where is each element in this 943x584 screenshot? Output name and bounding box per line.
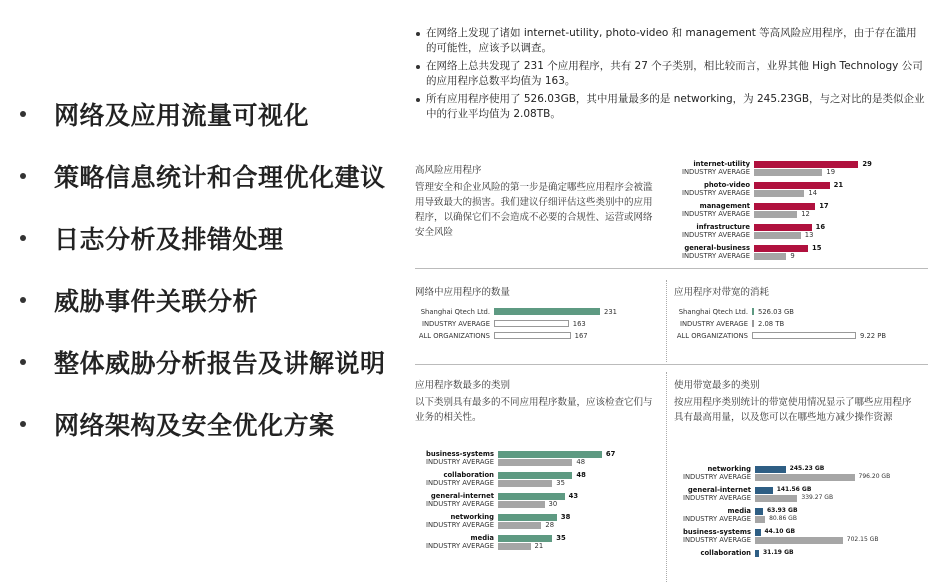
- category-label: general-internet: [430, 492, 494, 500]
- industry-bar: [755, 474, 855, 481]
- industry-bar: [498, 543, 531, 550]
- section-divider: [415, 268, 928, 269]
- category-label: business-systems: [683, 528, 751, 536]
- section-divider: [666, 372, 667, 582]
- risk-value: 29: [862, 160, 872, 168]
- bandwidth-label: ALL ORGANIZATIONS: [676, 332, 748, 340]
- bw-bar: [755, 529, 761, 536]
- industry-bar: [754, 211, 797, 218]
- bullet-dot: [20, 359, 26, 365]
- risk-bar: [754, 224, 812, 231]
- industry-bar: [498, 501, 545, 508]
- industry-value: 702.15 GB: [846, 536, 879, 543]
- category-label: general-internet: [687, 486, 751, 494]
- bullet-dot: [20, 173, 26, 179]
- security-report: [410, 0, 943, 584]
- most-bw-title: 使用带宽最多的类别: [674, 380, 760, 391]
- summary-bullets: [415, 26, 925, 125]
- bw-bar: [755, 487, 773, 494]
- count-bar: [494, 320, 569, 327]
- section-divider: [415, 364, 928, 365]
- industry-label: INDUSTRY AVERAGE: [425, 479, 494, 487]
- summary-bullet: 在网络上发现了诸如 internet-utility, photo-video 和 management 等高风险应用程序，由于存在滥用的可能性，应该予以调查。: [415, 26, 925, 56]
- bandwidth-value: 2.08 TB: [758, 320, 785, 328]
- bandwidth-title: 应用程序对带宽的消耗: [674, 287, 770, 298]
- feature-text: 策略信息统计和合理优化建议: [54, 162, 386, 192]
- bw-bar: [755, 508, 763, 515]
- most-apps-description: 以下类别具有最多的不同应用程序数量，应该检查它们与业务的相关性。: [415, 397, 653, 423]
- high-risk-description: 管理安全和企业风险的第一步是确定哪些应用程序会被滥用导致最大的损害。我们建议仔细评估这些类别中的应用程序，以确保它们不会造成不必要的合规性、运营或网络安全风险: [415, 182, 653, 238]
- bullet-dot: [20, 235, 26, 241]
- category-label: general-business: [684, 244, 750, 252]
- bandwidth-bar: [752, 308, 754, 315]
- industry-bar: [498, 480, 552, 487]
- feature-text: 日志分析及排错处理: [54, 224, 284, 254]
- bw-value: 31.19 GB: [763, 549, 794, 556]
- bandwidth-value: 526.03 GB: [758, 308, 794, 316]
- industry-value: 35: [556, 479, 565, 487]
- apps-value: 38: [560, 513, 571, 521]
- industry-bar: [754, 169, 822, 176]
- section-divider: [666, 280, 667, 362]
- industry-value: 13: [804, 231, 814, 239]
- feature-text: 网络架构及安全优化方案: [54, 410, 335, 440]
- industry-label: INDUSTRY AVERAGE: [681, 210, 750, 218]
- feature-item: [18, 346, 386, 377]
- category-label: collaboration: [443, 471, 494, 479]
- industry-label: INDUSTRY AVERAGE: [681, 252, 750, 260]
- industry-value: 339.27 GB: [801, 494, 834, 501]
- industry-bar: [498, 522, 541, 529]
- feature-item: [18, 284, 386, 315]
- apps-value: 43: [568, 492, 579, 500]
- bandwidth-bar: [752, 332, 856, 339]
- count-value: 167: [574, 332, 588, 340]
- apps-value: 35: [556, 534, 566, 542]
- high-risk-title: 高风险应用程序: [415, 165, 482, 176]
- bw-value: 63.93 GB: [766, 507, 798, 514]
- count-label: Shanghai Qtech Ltd.: [420, 308, 490, 316]
- summary-bullet: 所有应用程序使用了 526.03GB，其中用量最多的是 networking，为 245.23GB，与之对比的是类似企业中的行业平均值为 2.08TB。: [415, 92, 925, 122]
- feature-item: [18, 222, 386, 253]
- bullet-dot: [20, 421, 26, 427]
- risk-value: 17: [819, 202, 829, 210]
- category-label: internet-utility: [693, 160, 750, 168]
- count-value: 231: [604, 308, 617, 316]
- apps-bar: [498, 514, 557, 521]
- risk-value: 15: [812, 244, 822, 252]
- category-label: networking: [450, 513, 494, 521]
- industry-label: INDUSTRY AVERAGE: [682, 515, 751, 523]
- apps-bar: [498, 535, 552, 542]
- risk-bar: [754, 161, 858, 168]
- risk-value: 21: [833, 181, 844, 189]
- apps-bar: [498, 472, 572, 479]
- industry-label: INDUSTRY AVERAGE: [425, 458, 494, 466]
- count-bar: [494, 332, 571, 339]
- industry-bar: [754, 232, 801, 239]
- bandwidth-bar: [752, 320, 754, 327]
- category-label: business-systems: [426, 450, 494, 458]
- category-label: infrastructure: [696, 223, 750, 231]
- count-label: ALL ORGANIZATIONS: [418, 332, 490, 340]
- industry-bar: [755, 516, 765, 523]
- feature-text: 网络及应用流量可视化: [54, 100, 310, 130]
- industry-bar: [498, 459, 572, 466]
- industry-label: INDUSTRY AVERAGE: [425, 542, 494, 550]
- industry-value: 12: [801, 210, 810, 218]
- bw-value: 44.10 GB: [764, 528, 796, 535]
- industry-label: INDUSTRY AVERAGE: [425, 500, 494, 508]
- bandwidth-value: 9.22 PB: [860, 332, 887, 340]
- industry-bar: [754, 253, 786, 260]
- industry-value: 80.86 GB: [769, 515, 797, 522]
- app-count-title: 网络中应用程序的数量: [415, 287, 511, 298]
- most-apps-title: 应用程序数最多的类别: [415, 380, 511, 391]
- industry-value: 48: [576, 458, 586, 466]
- feature-item: [18, 408, 386, 439]
- feature-list: [18, 98, 386, 470]
- industry-value: 30: [548, 500, 558, 508]
- risk-bar: [754, 245, 808, 252]
- bullet-dot: [20, 297, 26, 303]
- industry-value: 21: [534, 542, 544, 550]
- industry-label: INDUSTRY AVERAGE: [681, 189, 750, 197]
- feature-text: 整体威胁分析报告及讲解说明: [54, 348, 386, 378]
- bandwidth-label: Shanghai Qtech Ltd.: [678, 308, 748, 316]
- feature-text: 威胁事件关联分析: [54, 286, 259, 316]
- apps-bar: [498, 493, 565, 500]
- industry-value: 796.20 GB: [858, 473, 891, 480]
- industry-label: INDUSTRY AVERAGE: [682, 473, 751, 481]
- bw-value: 141.56 GB: [776, 486, 812, 493]
- industry-value: 9: [790, 252, 795, 260]
- bw-bar: [755, 550, 759, 557]
- bw-bar: [755, 466, 786, 473]
- apps-bar: [498, 451, 602, 458]
- category-label: photo-video: [703, 181, 750, 189]
- bandwidth-label: INDUSTRY AVERAGE: [679, 320, 748, 328]
- apps-value: 48: [576, 471, 586, 479]
- most-bw-description: 按应用程序类别统计的带宽使用情况显示了哪些应用程序具有最高用量，以及您可以在哪些地方减少操作资源: [674, 397, 912, 423]
- industry-value: 14: [808, 189, 818, 197]
- industry-label: INDUSTRY AVERAGE: [425, 521, 494, 529]
- risk-bar: [754, 203, 815, 210]
- industry-label: INDUSTRY AVERAGE: [682, 494, 751, 502]
- risk-value: 16: [815, 223, 826, 231]
- category-label: media: [727, 507, 751, 515]
- industry-value: 19: [826, 168, 836, 176]
- feature-item: [18, 98, 386, 129]
- industry-bar: [754, 190, 804, 197]
- category-label: collaboration: [700, 549, 751, 557]
- count-label: INDUSTRY AVERAGE: [421, 320, 490, 328]
- count-value: 163: [572, 320, 586, 328]
- apps-value: 67: [605, 450, 616, 458]
- bw-value: 245.23 GB: [789, 465, 825, 472]
- industry-bar: [755, 537, 843, 544]
- count-bar: [494, 308, 600, 315]
- industry-value: 28: [545, 521, 555, 529]
- industry-label: INDUSTRY AVERAGE: [682, 536, 751, 544]
- category-label: media: [470, 534, 494, 542]
- category-label: management: [699, 202, 750, 210]
- industry-bar: [755, 495, 797, 502]
- category-label: networking: [707, 465, 751, 473]
- feature-item: [18, 160, 386, 191]
- industry-label: INDUSTRY AVERAGE: [681, 231, 750, 239]
- summary-bullet: 在网络上总共发现了 231 个应用程序，共有 27 个子类别，相比较而言，业界其他 High Technology 公司的应用程序总数平均值为 163。: [415, 59, 925, 89]
- industry-label: INDUSTRY AVERAGE: [681, 168, 750, 176]
- risk-bar: [754, 182, 830, 189]
- bullet-dot: [20, 111, 26, 117]
